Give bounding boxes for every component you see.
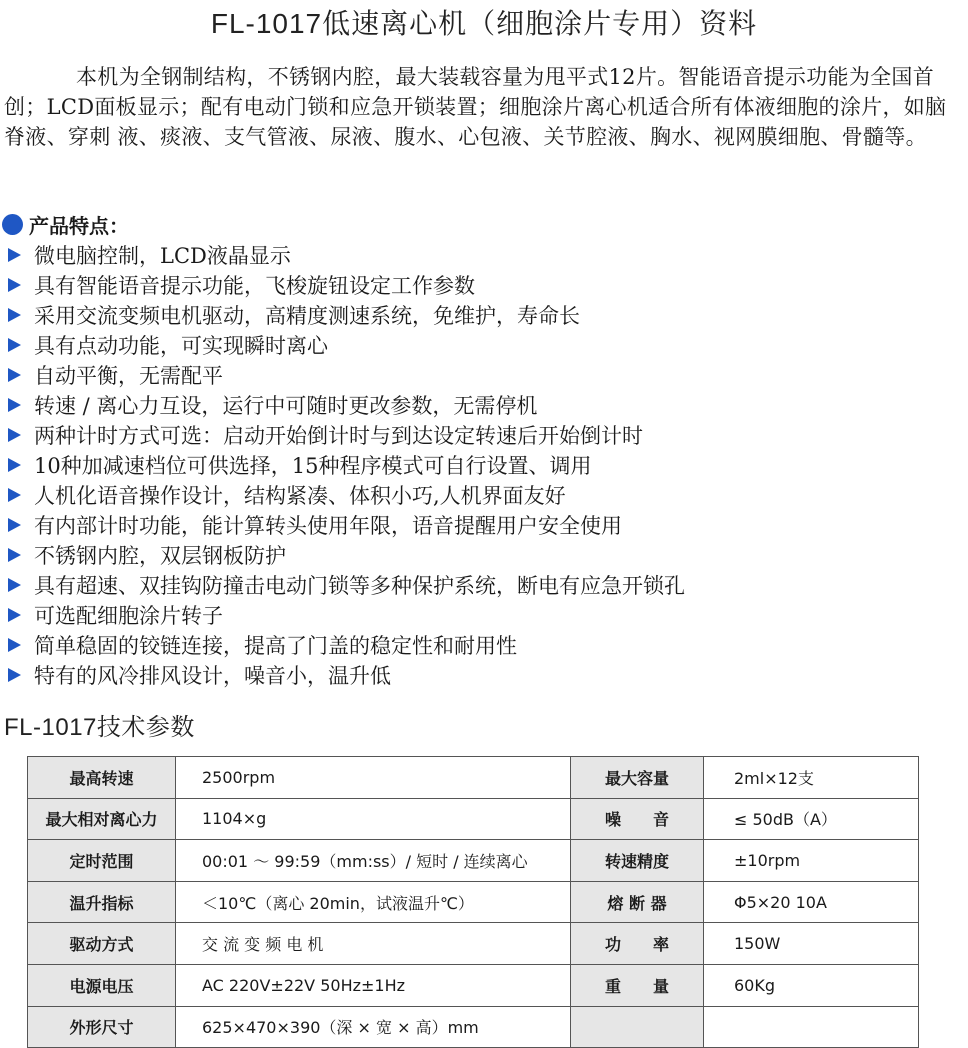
table-row	[28, 1006, 919, 1048]
list-item	[4, 330, 964, 360]
triangle-bullet-icon	[8, 368, 21, 382]
feature-text: 简单稳固的铰链连接，提高了门盖的稳定性和耐用性	[34, 634, 517, 658]
feature-text: 转速 / 离心力互设，运行中可随时更改参数，无需停机	[34, 394, 538, 418]
feature-text: 具有智能语音提示功能，飞梭旋钮设定工作参数	[34, 274, 475, 298]
triangle-bullet-icon	[8, 668, 21, 682]
feature-text: 特有的风冷排风设计，噪音小，温升低	[34, 664, 391, 688]
list-item	[4, 630, 964, 660]
triangle-bullet-icon	[8, 248, 21, 262]
table-row	[28, 881, 919, 923]
spec-label: 熔 断 器	[571, 881, 704, 923]
list-item	[4, 540, 964, 570]
spec-value: 60Kg	[704, 964, 919, 1006]
triangle-bullet-icon	[8, 578, 21, 592]
table-row	[28, 840, 919, 882]
triangle-bullet-icon	[8, 458, 21, 472]
spec-value: AC 220V±22V 50Hz±1Hz	[176, 964, 571, 1006]
feature-text: 10种加减速档位可供选择，15种程序模式可自行设置、调用	[34, 454, 592, 478]
triangle-bullet-icon	[8, 608, 21, 622]
list-item	[4, 660, 964, 690]
spec-value	[704, 1006, 919, 1048]
specs-heading: FL-1017技术参数	[4, 714, 195, 741]
list-item	[4, 450, 964, 480]
feature-text: 可选配细胞涂片转子	[34, 604, 223, 628]
feature-text: 人机化语音操作设计，结构紧凑、体积小巧,人机界面友好	[34, 484, 566, 508]
list-item	[4, 600, 964, 630]
triangle-bullet-icon	[8, 518, 21, 532]
feature-text: 自动平衡，无需配平	[34, 364, 223, 388]
list-item	[4, 570, 964, 600]
spec-table	[27, 756, 919, 1048]
feature-text: 两种计时方式可选：启动开始倒计时与到达设定转速后开始倒计时	[34, 424, 643, 448]
triangle-bullet-icon	[8, 278, 21, 292]
feature-text: 有内部计时功能，能计算转头使用年限，语音提醒用户安全使用	[34, 514, 622, 538]
list-item	[4, 270, 964, 300]
spec-value: 150W	[704, 923, 919, 965]
spec-label: 最大容量	[571, 757, 704, 799]
triangle-bullet-icon	[8, 428, 21, 442]
triangle-bullet-icon	[8, 308, 21, 322]
feature-list	[4, 240, 964, 690]
circle-bullet-icon	[2, 214, 23, 235]
list-item	[4, 390, 964, 420]
list-item	[4, 420, 964, 450]
spec-label: 重 量	[571, 964, 704, 1006]
table-row	[28, 964, 919, 1006]
table-row	[28, 757, 919, 799]
spec-value: 2ml×12支	[704, 757, 919, 799]
spec-label: 最大相对离心力	[28, 798, 176, 840]
spec-label: 噪 音	[571, 798, 704, 840]
features-heading	[2, 210, 129, 238]
spec-value: 00:01 ～ 99:59（mm:ss）/ 短时 / 连续离心	[176, 840, 571, 882]
features-heading-label: 产品特点：	[29, 213, 129, 238]
spec-value: Φ5×20 10A	[704, 881, 919, 923]
list-item	[4, 510, 964, 540]
spec-value: ≤ 50dB（A）	[704, 798, 919, 840]
spec-label: 转速精度	[571, 840, 704, 882]
triangle-bullet-icon	[8, 548, 21, 562]
spec-value: 625×470×390（深 × 宽 × 高）mm	[176, 1006, 571, 1048]
list-item	[4, 480, 964, 510]
table-row	[28, 923, 919, 965]
list-item	[4, 240, 964, 270]
spec-value: ±10rpm	[704, 840, 919, 882]
spec-label	[571, 1006, 704, 1048]
list-item	[4, 360, 964, 390]
table-row	[28, 798, 919, 840]
feature-text: 采用交流变频电机驱动，高精度测速系统，免维护，寿命长	[34, 304, 580, 328]
triangle-bullet-icon	[8, 488, 21, 502]
page-title: FL-1017低速离心机（细胞涂片专用）资料	[210, 8, 758, 39]
feature-text: 具有点动功能，可实现瞬时离心	[34, 334, 328, 358]
spec-label: 驱动方式	[28, 923, 176, 965]
spec-label: 电源电压	[28, 964, 176, 1006]
spec-label: 功 率	[571, 923, 704, 965]
spec-label: 最高转速	[28, 757, 176, 799]
list-item	[4, 300, 964, 330]
spec-value: 1104×g	[176, 798, 571, 840]
intro-paragraph: 本机为全钢制结构，不锈钢内腔，最大装载容量为甩平式12片。智能语音提示功能为全国首创；LCD面板显示；配有电动门锁和应急开锁装置；细胞涂片离心机适合所有体液细胞的涂片，如脑脊液、穿刺 液、痰液、支气管液、尿液、腹水、心包液、关节腔液、胸水、视网膜细胞、骨髓等。	[4, 65, 947, 149]
feature-text: 微电脑控制，LCD液晶显示	[34, 244, 291, 268]
triangle-bullet-icon	[8, 638, 21, 652]
spec-value: ＜10℃（离心 20min，试液温升℃）	[176, 881, 571, 923]
feature-text: 不锈钢内腔，双层钢板防护	[34, 544, 286, 568]
spec-label: 外形尺寸	[28, 1006, 176, 1048]
spec-label: 温升指标	[28, 881, 176, 923]
triangle-bullet-icon	[8, 338, 21, 352]
feature-text: 具有超速、双挂钩防撞击电动门锁等多种保护系统，断电有应急开锁孔	[34, 574, 685, 598]
spec-label: 定时范围	[28, 840, 176, 882]
triangle-bullet-icon	[8, 398, 21, 412]
spec-value: 2500rpm	[176, 757, 571, 799]
spec-value: 交 流 变 频 电 机	[176, 923, 571, 965]
